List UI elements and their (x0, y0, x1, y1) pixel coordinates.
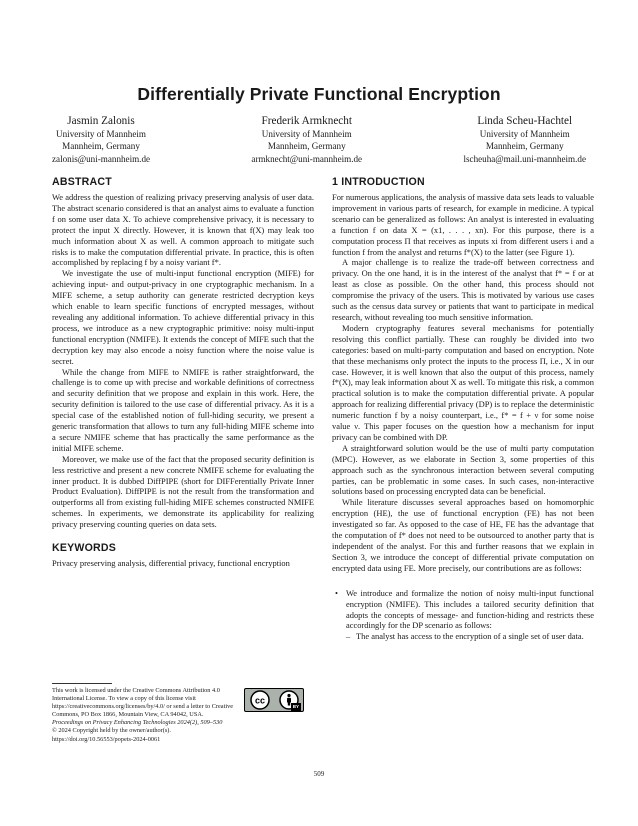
cc-by-badge[interactable] (244, 688, 304, 712)
author-email: armknecht@uni-mannheim.de (251, 153, 363, 164)
introduction-heading: 1 INTRODUCTION (332, 176, 425, 188)
author-affiliation: University of Mannheim (261, 129, 352, 139)
license-block (52, 683, 314, 744)
doi-link[interactable]: https://doi.org/10.56553/popets-2024-0061 (52, 735, 161, 743)
abstract-paragraph: Moreover, we make use of the fact that the proposed security definition is less restrictive and present a new concrete NMIFE scheme for evaluating the inner product. It is dubbed DiffPIPE (short for DIFFerentially Private Inner Product Evaluation). DiffPIPE is not the result from the transformation and outperforms all from existing full-hiding MIFE schemes constructed NMIFE schemes. In experiments, we demonstrate its applicability for realizing privacy preserving counting queries on data sets. (52, 453, 314, 530)
dash-icon: – (346, 631, 351, 642)
proceedings-line: Proceedings on Privacy Enhancing Technologies 2024(2), 509–530 (52, 719, 223, 727)
intro-paragraph: For numerous applications, the analysis of massive data sets leads to valuable improvement in various parts of research, for example in medicine. A typical scenario can be generalized as follows: An analyst is interested in evaluating a function f on data X = (x1, . . . , xn). For this purpose, there is a computation process Π that receives as inputs xi from different users i and a function f from the analyst and returns f*(X) to the latter (see Figure 1). (332, 192, 594, 257)
abstract-heading: ABSTRACT (52, 176, 112, 188)
cc-label: cc (254, 695, 265, 706)
intro-paragraph: While literature discusses several approaches based on homomorphic encryption (HE), the use of functional encryption (FE) has not been investigated so far. As opposed to the case of HE, FE has the advantage that the computation of f* does not need to be outsourced to another party that is independent of the analyst. For this and further reasons that we explain in Section 3, we introduce the concept of differential private computation on encrypted data using FE. More precisely, our contributions are as follows: (332, 497, 594, 573)
bullet-icon: • (335, 587, 338, 598)
license-text: This work is licensed under the Creative Commons Attribution 4.0 International License. To view a copy of this license visit https://creativecommons.org/licenses/by/4.0/ or send a letter to Creative Commons, PO Box 1866, Mountain View, CA 94042, USA. (52, 687, 234, 719)
right-column (332, 176, 594, 642)
author-3 (463, 114, 586, 165)
keywords-heading: KEYWORDS (52, 542, 116, 555)
sub-list-item-text: The analyst has access to the encryption of a single set of user data. (356, 631, 584, 642)
copyright-line: © 2024 Copyright held by the owner/author(s). (52, 727, 171, 735)
author-2 (251, 114, 362, 165)
left-column (52, 176, 314, 569)
cc-icon (250, 690, 270, 710)
author-location: Mannheim, Germany (62, 141, 140, 152)
author-email: zalonis@uni-mannheim.de (52, 153, 151, 164)
author-location: Mannheim, Germany (267, 141, 346, 152)
intro-paragraph: A major challenge is to realize the trade-off between correctness and privacy. On the one hand, it is in the interest of the analyst that f* = f or at least as close as possible. On the other hand, this process should not compromise the privacy of the users. This is motivated by various use cases such as the census data survey or patients that want to participate in medical research, without revealing too much sensitive information. (332, 257, 594, 322)
author-name: Frederik Armknecht (261, 115, 352, 127)
abstract-paragraph: While the change from MIFE to NMIFE is rather straightforward, the challenge is to come up with precise and workable definitions of correctness and security definition that we propose and explain in this work. Here, the security definition is tailored to the use case of differential privacy. As it is a special case of the established notion of full-hiding security, we present a generic transformation that allows to turn any full-hiding MIFE scheme into a secure NMIFE scheme that has practically the same performance as the initial MIFE scheme. (52, 366, 314, 453)
author-location: Mannheim, Germany (485, 141, 564, 152)
author-email: lscheuha@mail.uni-mannheim.de (463, 153, 586, 164)
list-item-text: We introduce and formalize the notion of noisy multi-input functional encryption (NMIFE). This includes a tailored security definition that adopts the concepts of message- and function-hiding and restricts these accordingly for the DP scenario as follows: (346, 587, 594, 631)
author-affiliation: University of Mannheim (479, 129, 570, 139)
author-1 (52, 114, 150, 165)
sub-list (346, 631, 594, 642)
page-number: 509 (313, 770, 325, 778)
by-label: BY (291, 703, 301, 711)
paper-title: Differentially Private Functional Encryption (137, 84, 501, 104)
footnote-rule (52, 683, 112, 684)
abstract-paragraph: We investigate the use of multi-input functional encryption (MIFE) for achieving input- and output-privacy in one cryptographic mechanism. In a MIFE scheme, a setup authority can generate restricted decryption keys which enable to learn specific functions of encrypted messages, without revealing any additional information. To achieve differential privacy in this process, we introduce as a new cryptographic primitive: noisy multi-input functional encryption (NMIFE). It extends the concept of MIFE such that the decryption key may also encode a noisy function where the noise value is secret. (52, 268, 314, 366)
intro-paragraph: A straightforward solution would be the use of multi party computation (MPC). However, as we elaborate in Section 3, some properties of this approach such as the synchronous interaction between several computing parties, can be problematic in some cases. In such cases, non-interactive solutions based on processing encrypted data can be beneficial. (332, 442, 594, 497)
author-name: Linda Scheu-Hachtel (477, 115, 573, 127)
list-item (332, 588, 594, 643)
author-name: Jasmin Zalonis (67, 115, 135, 127)
sub-list-item (346, 631, 594, 642)
contributions-list (332, 588, 594, 643)
author-block (52, 114, 586, 165)
abstract-paragraph: We address the question of realizing privacy preserving analysis of user data. The abstract scenario considered is that an analyst aims to evaluate a function f on some user data X. To achieve comprehensive privacy, it is necessary to protect the input X directly. However, it is known that f(X) may leak too much information about X as well. A common approach to mitigate such risks is to make the computation differential private. In practice, this is often accomplished by replacing f by a noisy variant f*. (52, 192, 314, 268)
author-affiliation: University of Mannheim (56, 129, 146, 139)
intro-paragraph: Modern cryptography features several mechanisms for potentially resolving this conflict partially. These can roughly be divided into two categories: based on multi-party computation and based on encryption. Note that these mechanisms only protect the inputs to the process Π, i.e., X in our case. However, it is well known that also the output of this process, namely f*(X), may leak information about X as well. To mitigate this risk, a common practical solution is to make the computation differential private. A popular approach for realizing differential privacy (DP) is to replace the deterministic numeric function f by a noisy counterpart, i.e., f* = f + ν for some noise value ν. This paper focuses on the question how a mechanism for input privacy can be combined with DP. (332, 322, 594, 442)
keywords-text: Privacy preserving analysis, differential privacy, functional encryption (52, 558, 290, 569)
